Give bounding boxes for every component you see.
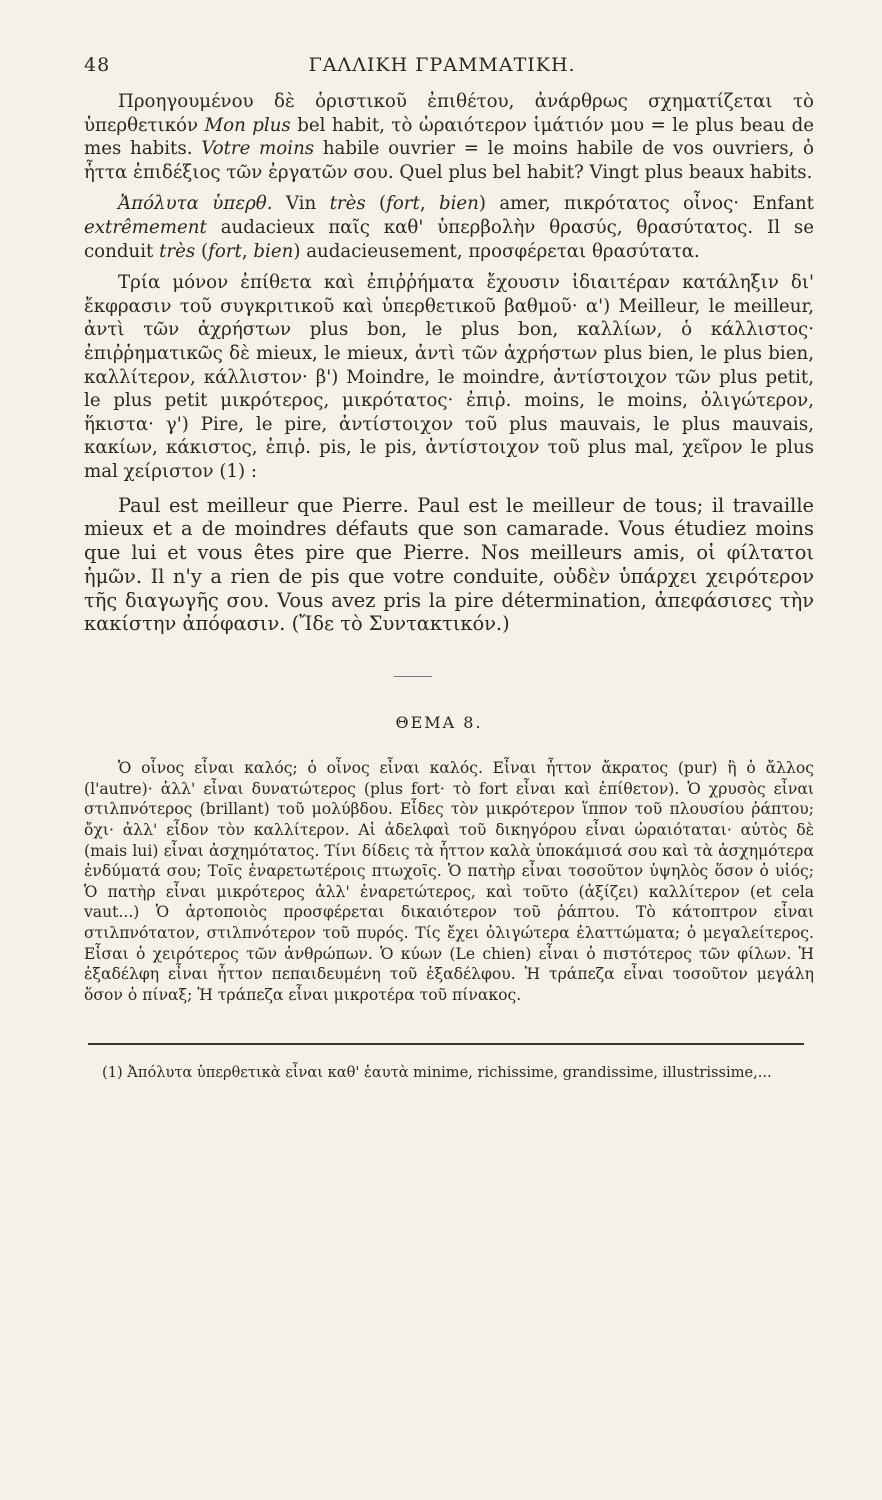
exercise-title: ΘΕΜΑ 8. bbox=[395, 713, 483, 733]
paragraph-superlative-formation: Προηγουμένου δὲ ὁριστικοῦ ἐπιθέτου, ἀνάρθρως σχηματίζεται τὸ ὑπερθετικόν Mon plus bel habit, τὸ ὡραιότερον ἱμάτιόν μου = le plus beau de mes habits. Votre moins habile ouvrier = le moins habile de vos ouvriers, ὁ ἧττα ἐπιδέξιος τῶν ἐργατῶν σου. Quel plus bel habit? Vingt plus beaux habits. bbox=[84, 91, 814, 183]
running-title: ΓΑΛΛΙΚΗ ΓΡΑΜΜΑΤΙΚΗ. bbox=[308, 54, 576, 76]
paragraph-absolute-superlatives: Ἀπόλυτα ὑπερθ. Vin très (fort, bien) amer, πικρότατος οἶνος· Enfant extrêmement audacieux παῖς καθ' ὑπερβολὴν θρασύς, θρασύτατος. Il se conduit très (fort, bien) audacieusement, προσφέρεται θρασύτατα. bbox=[84, 193, 814, 262]
paragraph-irregular-comparatives: Τρία μόνον ἐπίθετα καὶ ἐπιῤῥήματα ἔχουσιν ἰδιαιτέραν κατάληξιν δι' ἔκφρασιν τοῦ συγκριτικοῦ καὶ ὑπερθετικοῦ βαθμοῦ· α') Meilleur, le meilleur, ἀντὶ τῶν ἀχρήστων plus bon, le plus bon, καλλίων, ὁ κάλλιστος· ἐπιῤῥηματικῶς δὲ mieux, le mieux, ἀντὶ τῶν ἀχρήστων plus bien, le plus bien, καλλίτερον, κάλλιστον· β') Moindre, le moindre, ἀντίστοιχον τῶν plus petit, le plus petit μικρότερος, μικρότατος· ἐπιῤ. moins, le moins, ὀλιγώτερον, ἥκιστα· γ') Pire, le pire, ἀντίστοιχον τοῦ plus mauvais, le plus mauvais, κακίων, κάκιστος, ἐπιῤ. pis, le pis, ἀντίστοιχον τοῦ plus mal, χεῖρον le plus mal χείριστον (1) : bbox=[84, 272, 814, 482]
paragraph-examples: Paul est meilleur que Pierre. Paul est le meilleur de tous; il travaille mieux et a de moindres défauts que son camarade. Vous étudiez moins que lui et vous êtes pire que Pierre. Nos meilleurs amis, οἱ φίλτατοι ἡμῶν. Il n'y a rien de pis que votre conduite, οὐδὲν ὑπάρχει χειρότερον τῆς διαγωγῆς σου. Vous avez pris la pire détermination, ἀπεφάσισες τὴν κακίστην ἀπόφασιν. (Ἴδε τὸ Συντακτικόν.) bbox=[84, 493, 814, 636]
section-divider bbox=[394, 676, 432, 677]
page bbox=[84, 54, 814, 1082]
footnote-rule bbox=[88, 1043, 804, 1045]
exercise-text: Ὁ οἶνος εἶναι καλός; ὁ οἶνος εἶναι καλός. Εἶναι ἧττον ἄκρατος (pur) ἢ ὁ ἄλλος (l'autre)· ἀλλ' εἶναι δυνατώτερος (plus fort· τὸ fort εἶναι καὶ ἐπίθετον). Ὁ χρυσὸς εἶναι στιλπνότερος (brillant) τοῦ μολύβδου. Εἶδες τὸν μικρότερον ἵππον τοῦ πλουσίου ῥάπτου; ὄχι· ἀλλ' εἶδον τὸν καλλίτερον. Αἱ ἀδελφαὶ τοῦ δικηγόρου εἶναι ὡραιόταται· αὐτὸς δὲ (mais lui) εἶναι ἀσχημότατος. Τίνι δίδεις τὰ ἧττον καλὰ ὑποκάμισά σου καὶ τὰ ἀσχημότερα ἐνδύματά σου; Τοῖς ἐναρετωτέροις πτωχοῖς. Ὁ πατὴρ εἶναι τοσοῦτον ὑψηλὸς ὅσον ὁ υἱός; Ὁ πατὴρ εἶναι μικρότερος ἀλλ' ἐναρετώτερος, καὶ τοῦτο (ἀξίζει) καλλίτερον (et cela vaut...) Ὁ ἀρτοποιὸς προσφέρεται δικαιότερον τοῦ ῥάπτου. Τὸ κάτοπτρον εἶναι στιλπνότατον, στιλπνότερον τοῦ πυρός. Τίς ἔχει ὀλιγώτερα ἐλαττώματα; ὁ μεγαλείτερος. Εἶσαι ὁ χειρότερος τῶν ἀνθρώπων. Ὁ κύων (Le chien) εἶναι ὁ πιστότερος τῶν φίλων. Ἡ ἐξαδέλφη εἶναι ἧττον πεπαιδευμένη τοῦ ἐξαδέλφου. Ἡ τράπεζα εἶναι τοσοῦτον μεγάλη ὅσον ὁ πίναξ; Ἡ τράπεζα εἶναι μικροτέρα τοῦ πίνακος. bbox=[84, 759, 814, 1004]
running-header bbox=[84, 54, 814, 76]
footnote: (1) Ἀπόλυτα ὑπερθετικὰ εἶναι καθ' ἑαυτὰ minime, richissime, grandissime, illustrissime,... bbox=[102, 1064, 772, 1082]
page-number: 48 bbox=[84, 54, 111, 76]
